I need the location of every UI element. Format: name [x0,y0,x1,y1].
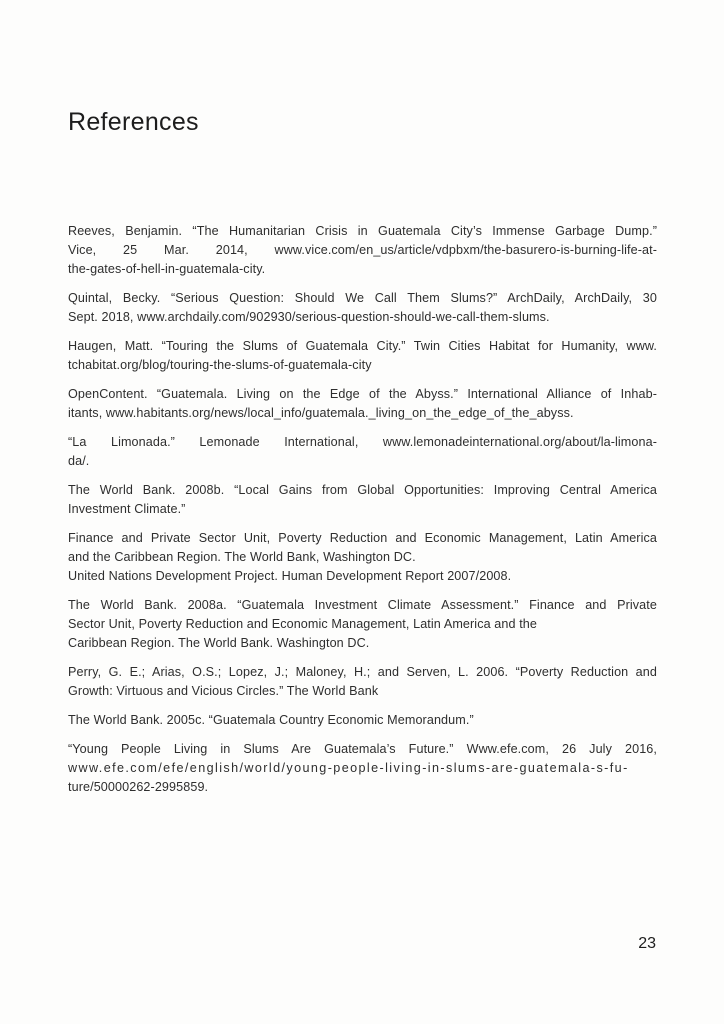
reference-line: Haugen, Matt. “Touring the Slums of Guatemala City.” Twin Cities Habitat for Humanity, www. [68,339,657,353]
reference-line: itants, www.habitants.org/news/local_info/guatemala._living_on_the_edge_of_the_abyss. [68,406,574,420]
reference-line: ture/50000262-2995859. [68,780,209,794]
reference-line: Caribbean Region. The World Bank. Washington DC. [68,636,370,650]
reference-line: Vice, 25 Mar. 2014, www.vice.com/en_us/article/vdpbxm/the-basurero-is-burning-life-at- [68,243,657,257]
reference-entry [68,740,657,797]
page-title: References [68,108,199,136]
reference-line: Investment Climate.” [68,502,186,516]
reference-line: Quintal, Becky. “Serious Question: Should We Call Them Slums?” ArchDaily, ArchDaily, 30 [68,291,657,305]
reference-entry [68,337,657,375]
reference-line: OpenContent. “Guatemala. Living on the Edge of the Abyss.” International Alliance of Inhab- [68,387,657,401]
reference-line: www.efe.com/efe/english/world/young-people-living-in-slums-are-guatemala-s-fu- [68,761,629,775]
reference-entry [68,596,657,653]
reference-entry [68,663,657,701]
reference-line: Perry, G. E.; Arias, O.S.; Lopez, J.; Maloney, H.; and Serven, L. 2006. “Poverty Reduction and [68,665,657,679]
reference-line: Sept. 2018, www.archdaily.com/902930/serious-question-should-we-call-them-slums. [68,310,550,324]
reference-entry [68,433,657,471]
references-list [68,222,657,807]
reference-line: and the Caribbean Region. The World Bank, Washington DC. [68,550,416,564]
reference-line: Growth: Virtuous and Vicious Circles.” The World Bank [68,684,379,698]
reference-line: tchabitat.org/blog/touring-the-slums-of-guatemala-city [68,358,372,372]
reference-line: The World Bank. 2008b. “Local Gains from Global Opportunities: Improving Central America [68,483,657,497]
reference-line: Reeves, Benjamin. “The Humanitarian Crisis in Guatemala City’s Immense Garbage Dump.” [68,224,657,238]
reference-line: The World Bank. 2008a. “Guatemala Investment Climate Assessment.” Finance and Private [68,598,657,612]
reference-entry [68,711,657,730]
page-number: 23 [638,935,656,952]
reference-entry [68,481,657,519]
reference-line: “La Limonada.” Lemonade International, www.lemonadeinternational.org/about/la-limona- [68,435,657,449]
reference-entry [68,385,657,423]
reference-line: the-gates-of-hell-in-guatemala-city. [68,262,266,276]
reference-line: Sector Unit, Poverty Reduction and Economic Management, Latin America and the [68,617,538,631]
reference-line: Finance and Private Sector Unit, Poverty Reduction and Economic Management, Latin America [68,531,657,545]
reference-line: United Nations Development Project. Human Development Report 2007/2008. [68,569,512,583]
reference-line: da/. [68,454,90,468]
reference-entry [68,222,657,279]
reference-line: The World Bank. 2005c. “Guatemala Country Economic Memorandum.” [68,713,474,727]
reference-entry [68,289,657,327]
reference-entry [68,529,657,586]
reference-line: “Young People Living in Slums Are Guatemala’s Future.” Www.efe.com, 26 July 2016, [68,742,657,756]
